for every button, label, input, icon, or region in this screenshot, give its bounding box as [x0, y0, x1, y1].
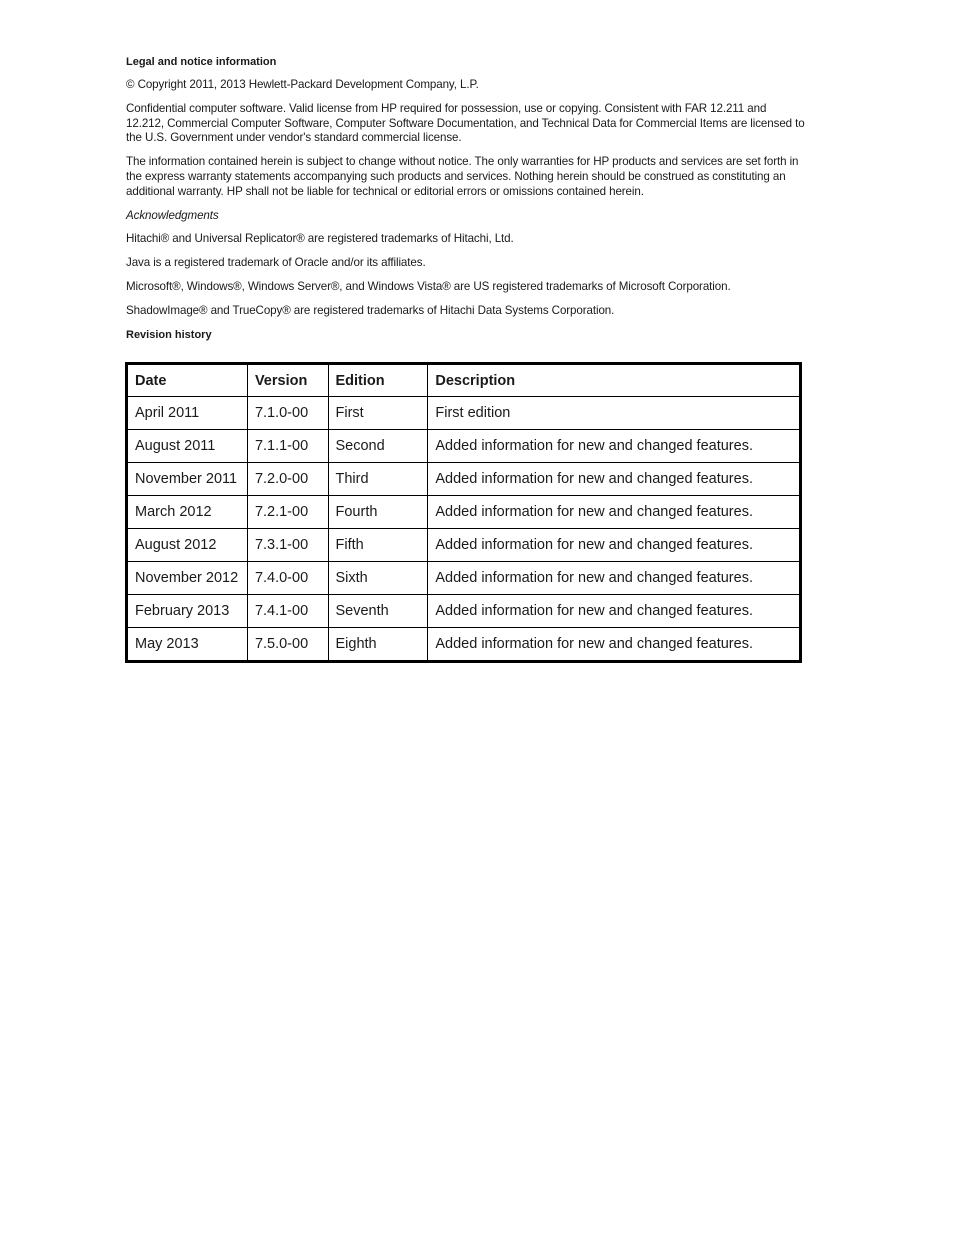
copyright-text: © Copyright 2011, 2013 Hewlett-Packard Development Company, L.P.: [126, 78, 479, 91]
revision-history-heading: Revision history: [126, 328, 212, 341]
cell-date: August 2012: [127, 529, 248, 562]
table-header-row: [127, 364, 801, 397]
cell-description: Added information for new and changed features.: [428, 430, 801, 463]
table-row: [127, 628, 801, 662]
cell-edition: Third: [328, 463, 428, 496]
cell-description: Added information for new and changed features.: [428, 562, 801, 595]
column-header-version: Version: [247, 364, 328, 397]
column-header-description: Description: [428, 364, 801, 397]
cell-description: Added information for new and changed features.: [428, 628, 801, 662]
trademark-item: ShadowImage® and TrueCopy® are registered trademarks of Hitachi Data Systems Corporation.: [126, 303, 615, 317]
column-header-date: Date: [127, 364, 248, 397]
table-row: [127, 496, 801, 529]
cell-date: March 2012: [127, 496, 248, 529]
legal-notice-page: [126, 55, 806, 342]
table-row: [127, 595, 801, 628]
cell-description: First edition: [428, 397, 801, 430]
table-row: [127, 397, 801, 430]
trademark-item: Microsoft®, Windows®, Windows Server®, and Windows Vista® are US registered trademarks of Microsoft Corporation.: [126, 279, 731, 293]
cell-date: November 2011: [127, 463, 248, 496]
cell-edition: Fourth: [328, 496, 428, 529]
revision-history-table: [125, 362, 802, 663]
cell-description: Added information for new and changed features.: [428, 496, 801, 529]
cell-version: 7.4.1-00: [247, 595, 328, 628]
cell-date: April 2011: [127, 397, 248, 430]
cell-date: November 2012: [127, 562, 248, 595]
cell-edition: First: [328, 397, 428, 430]
cell-version: 7.5.0-00: [247, 628, 328, 662]
cell-date: February 2013: [127, 595, 248, 628]
cell-edition: Eighth: [328, 628, 428, 662]
acknowledgments-heading: Acknowledgments: [126, 208, 219, 222]
cell-version: 7.1.0-00: [247, 397, 328, 430]
cell-description: Added information for new and changed features.: [428, 595, 801, 628]
table-row: [127, 529, 801, 562]
table-row: [127, 463, 801, 496]
cell-version: 7.3.1-00: [247, 529, 328, 562]
trademark-item: Java is a registered trademark of Oracle and/or its affiliates.: [126, 256, 426, 270]
cell-description: Added information for new and changed features.: [428, 463, 801, 496]
cell-version: 7.2.0-00: [247, 463, 328, 496]
cell-version: 7.2.1-00: [247, 496, 328, 529]
trademark-item: Hitachi® and Universal Replicator® are registered trademarks of Hitachi, Ltd.: [126, 232, 514, 246]
cell-version: 7.4.0-00: [247, 562, 328, 595]
cell-date: August 2011: [127, 430, 248, 463]
cell-description: Added information for new and changed features.: [428, 529, 801, 562]
cell-edition: Fifth: [328, 529, 428, 562]
legal-heading: Legal and notice information: [126, 56, 277, 68]
table-row: [127, 430, 801, 463]
cell-edition: Second: [328, 430, 428, 463]
information-text: The information contained herein is subject to change without notice. The only warranties for HP products and services are set forth in the express warranty statements accompanying such products and services. Nothing herein should be construed as constituting an additional warranty. HP shall not be liable for technical or editorial errors or omissions contained herein.: [126, 155, 799, 198]
table-row: [127, 562, 801, 595]
cell-edition: Seventh: [328, 595, 428, 628]
confidential-text: Confidential computer software. Valid license from HP required for possession, use or copying. Consistent with FAR 12.211 and 12.212, Commercial Computer Software, Computer Software Documentation, and Technical Data for Commercial Items are licensed to the U.S. Government under vendor's standard commercial license.: [126, 101, 805, 145]
cell-version: 7.1.1-00: [247, 430, 328, 463]
column-header-edition: Edition: [328, 364, 428, 397]
cell-date: May 2013: [127, 628, 248, 662]
cell-edition: Sixth: [328, 562, 428, 595]
